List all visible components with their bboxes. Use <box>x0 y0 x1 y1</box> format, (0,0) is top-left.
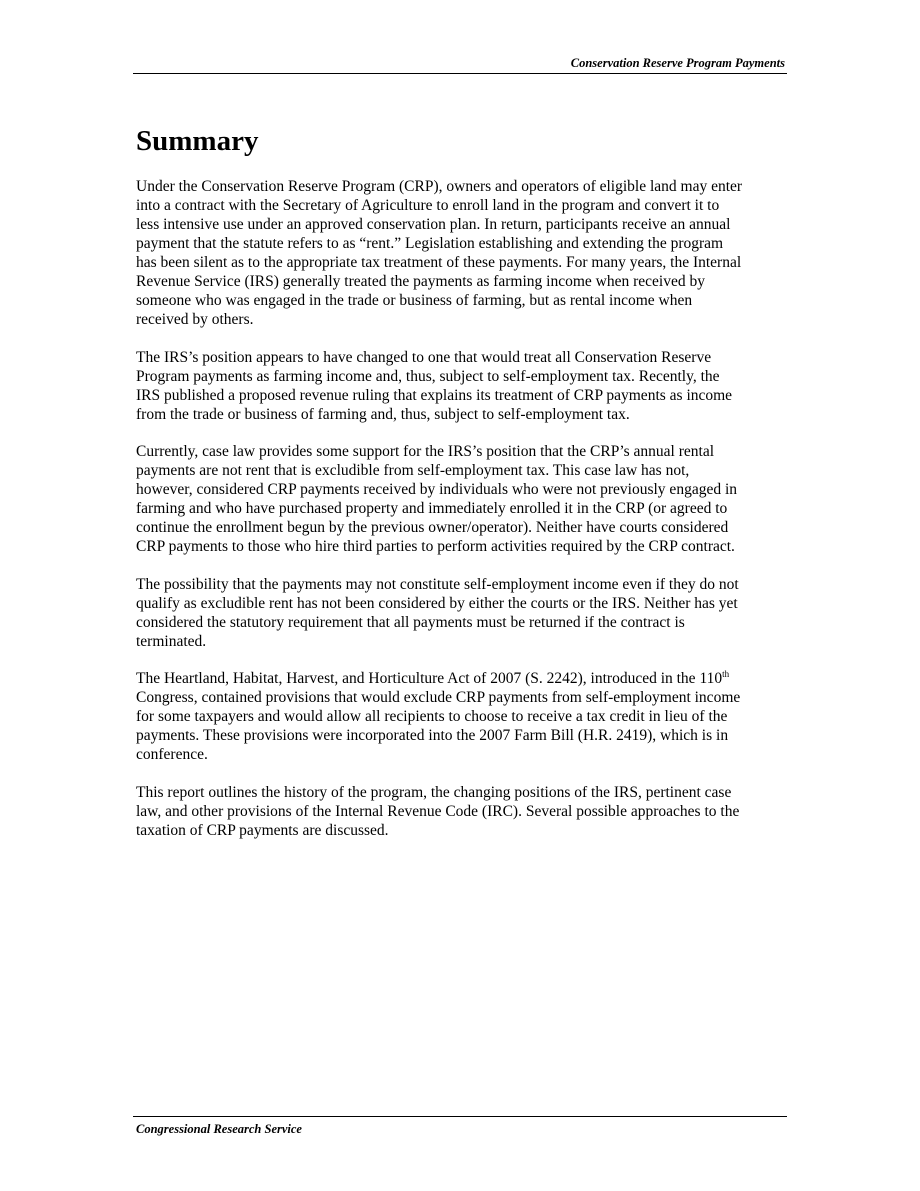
paragraph-2 <box>136 348 788 424</box>
text-line: Under the Conservation Reserve Program (CRP), owners and operators of eligible land may enter <box>136 178 743 195</box>
summary-body <box>136 177 788 858</box>
text-line: however, considered CRP payments received by individuals who were not previously engaged in <box>136 481 738 498</box>
running-header <box>133 55 787 74</box>
text-line: terminated. <box>136 632 207 650</box>
text-line: into a contract with the Secretary of Agriculture to enroll land in the program and convert it to <box>136 197 720 214</box>
text-line: less intensive use under an approved conservation plan. In return, participants receive an annual <box>136 216 731 233</box>
text-line-main: The Heartland, Habitat, Harvest, and Horticulture Act of 2007 (S. 2242), introduced in the 110 <box>136 670 723 687</box>
text-line: someone who was engaged in the trade or business of farming, but as rental income when <box>136 292 693 309</box>
running-header-title: Conservation Reserve Program Payments <box>570 56 785 70</box>
text-line: This report outlines the history of the program, the changing positions of the IRS, pertinent case <box>136 783 732 801</box>
paragraph-5 <box>136 669 788 764</box>
text-line: received by others. <box>136 311 254 328</box>
paragraph-3 <box>136 442 788 556</box>
text-line: conference. <box>136 746 208 763</box>
text-line: CRP payments to those who hire third parties to perform activities required by the CRP contract. <box>136 538 735 555</box>
page-footer <box>133 1116 787 1136</box>
text-line <box>136 669 788 688</box>
text-line: payment that the statute refers to as “rent.” Legislation establishing and extending the program <box>136 235 724 252</box>
text-line: The possibility that the payments may not constitute self-employment income even if they do not <box>136 575 739 593</box>
text-line: has been silent as to the appropriate tax treatment of these payments. For many years, the Internal <box>136 254 742 271</box>
text-line: law, and other provisions of the Internal Revenue Code (IRC). Several possible approaches to the <box>136 802 740 820</box>
text-line: IRS published a proposed revenue ruling that explains its treatment of CRP payments as income <box>136 386 733 404</box>
text-line: Revenue Service (IRS) generally treated the payments as farming income when received by <box>136 273 705 290</box>
text-line: Congress, contained provisions that would exclude CRP payments from self-employment income <box>136 689 741 706</box>
text-line: payments are not rent that is excludible from self-employment tax. This case law has not, <box>136 462 690 479</box>
text-line: considered the statutory requirement that all payments must be returned if the contract is <box>136 613 685 631</box>
text-line: for some taxpayers and would allow all recipients to choose to receive a tax credit in lieu of the <box>136 708 728 725</box>
footer-org-name: Congressional Research Service <box>136 1122 302 1136</box>
paragraph-1 <box>136 177 788 329</box>
text-line: The IRS’s position appears to have changed to one that would treat all Conservation Reserve <box>136 348 712 366</box>
text-line: continue the enrollment begun by the previous owner/operator). Neither have courts considered <box>136 519 729 536</box>
text-line: qualify as excludible rent has not been considered by either the courts or the IRS. Neither has yet <box>136 594 738 612</box>
text-line: Program payments as farming income and, thus, subject to self-employment tax. Recently, the <box>136 367 720 385</box>
paragraph-4 <box>136 575 788 651</box>
text-line: taxation of CRP payments are discussed. <box>136 821 389 839</box>
ordinal-superscript: th <box>722 669 730 679</box>
page-title: Summary <box>136 125 259 157</box>
paragraph-6 <box>136 783 788 840</box>
text-line: from the trade or business of farming and, thus, subject to self-employment tax. <box>136 405 630 423</box>
text-line: payments. These provisions were incorporated into the 2007 Farm Bill (H.R. 2419), which is in <box>136 727 729 744</box>
text-line: Currently, case law provides some support for the IRS’s position that the CRP’s annual rental <box>136 443 715 460</box>
text-line: farming and who have purchased property and immediately enrolled it in the CRP (or agreed to <box>136 500 728 517</box>
